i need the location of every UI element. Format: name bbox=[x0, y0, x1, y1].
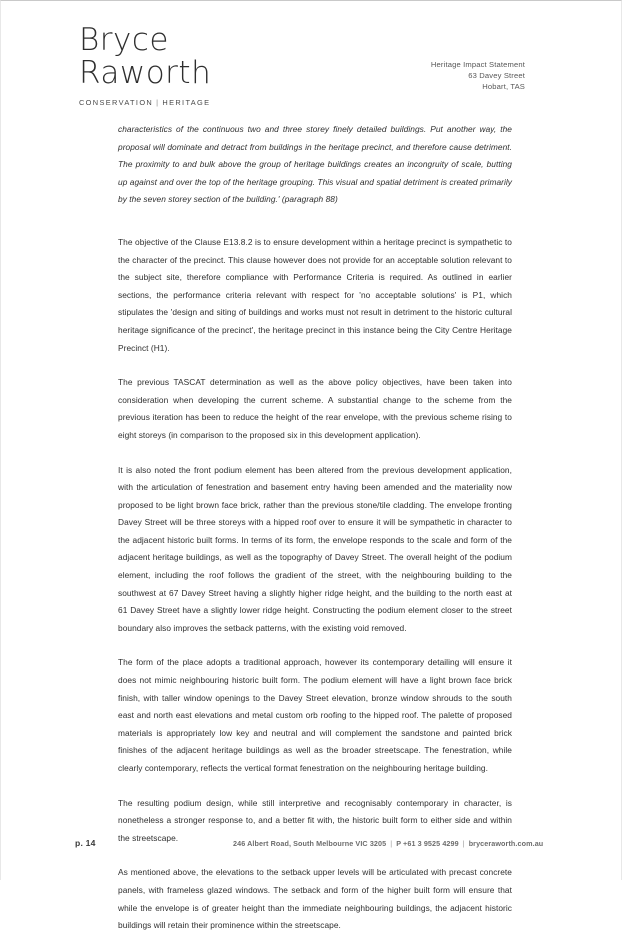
footer-website[interactable]: bryceraworth.com.au bbox=[468, 839, 544, 848]
body-paragraph-quote: characteristics of the continuous two and three storey finely detailed buildings. Put another way, the proposal will dominate and detract from buildings in the heritage precinct, and therefore cause detriment. The proximity to and bulk above the group of heritage buildings creates an incongruity of scale, butting up against and over the top of the heritage grouping. This visual and spatial detriment is created primarily by the seven storey section of the building.' (paragraph 88) bbox=[118, 124, 512, 205]
document-address: 63 Davey Street bbox=[468, 71, 525, 81]
brand-logo bbox=[79, 22, 212, 107]
page-footer bbox=[1, 838, 622, 858]
page-number: p. 14 bbox=[75, 838, 96, 848]
document-metadata bbox=[431, 59, 525, 93]
footer-separator-2: | bbox=[462, 839, 465, 848]
tagline-conservation: CONSERVATION bbox=[79, 98, 154, 107]
footer-contact-line bbox=[233, 839, 543, 848]
tagline-heritage: HERITAGE bbox=[162, 98, 211, 107]
body-paragraph-objective: The objective of the Clause E13.8.2 is to ensure development within a heritage precinct is sympathetic to the character of the precinct. This clause however does not provide for an acceptable solution relevant to the subject site, therefore compliance with Performance Criteria is required. As outlined in earlier sections, the performance criteria relevant with respect for 'no acceptable solutions' is P1, which stipulates the 'design and siting of buildings and works must not result in detriment to the historic cultural heritage significance of the precinct', the heritage precinct in this instance being the City Centre Heritage Precinct (H1). bbox=[118, 236, 512, 353]
document-title: Heritage Impact Statement bbox=[430, 60, 525, 69]
body-paragraph-upper-levels: As mentioned above, the elevations to the setback upper levels will be articulated with precast concrete panels, with frameless glazed windows. The setback and form of the higher built form will ensure that while the envelope is of greater height than the immediate neighbouring buildings, the adjacent historic buildings will retain their prominence within the streetscape. bbox=[118, 867, 512, 931]
footer-address: 246 Albert Road, South Melbourne VIC 3205 bbox=[233, 839, 387, 848]
footer-phone: P +61 3 9525 4299 bbox=[396, 839, 459, 848]
body-paragraph-podium-alteration: It is also noted the front podium element has been altered from the previous development application, with the articulation of fenestration and basement entry having been amended and the materiality now proposed to be light brown face brick, rather than the previous stone/tile cladding. The envelope fronting Davey Street will be three storeys with a hipped roof over to ensure it will be sympathetic in character to the adjacent historic built forms. In terms of its form, the envelope responds to the scale and form of the adjacent heritage buildings, as well as the topography of Davey Street. The overall height of the podium element, including the roof follows the gradient of the street, with the neighbouring building to the southwest at 67 Davey Street having a slightly higher ridge height, and the building to the north east at 61 Davey Street have a slightly lower ridge height. Constructing the podium element closer to the street boundary also improves the setback patterns, with the existing void removed. bbox=[118, 464, 512, 633]
document-location: Hobart, TAS bbox=[482, 82, 525, 92]
body-paragraph-tascat: The previous TASCAT determination as well as the above policy objectives, have been taken into consideration when developing the current scheme. A substantial change to the scheme from the previous iteration has been to reduce the height of the rear envelope, with the previous scheme rising to eight storeys (in comparison to the proposed six in this development application). bbox=[118, 377, 512, 440]
logo-line-bryce: Bryce bbox=[79, 22, 170, 58]
tagline-divider: | bbox=[156, 98, 160, 107]
logo-tagline bbox=[79, 98, 211, 107]
body-paragraph-resulting-design: The resulting podium design, while still interpretive and recognisably contemporary in character, is nonetheless a stronger response to, and a better fit with, the historic built form to either side and within the streetscape. bbox=[118, 797, 512, 843]
logo-line-raworth: Raworth bbox=[79, 55, 212, 91]
document-body bbox=[118, 121, 512, 952]
body-paragraph-form-materials: The form of the place adopts a traditional approach, however its contemporary detailing will ensure it does not mimic neighbouring historic built form. The podium element will have a light brown face brick finish, with taller window openings to the Davey Street elevation, bronze window shrouds to the south east and north east elevations and metal custom orb roofing to the hipped roof. The palette of proposed materials is appropriately low key and neutral and will complement the sandstone and painted brick finishes of the adjacent heritage buildings as well as the broader streetscape. The fenestration, while clearly contemporary, reflects the vertical format fenestration on the neighbouring heritage building. bbox=[118, 657, 512, 773]
footer-separator-1: | bbox=[390, 839, 393, 848]
page-header bbox=[1, 22, 622, 115]
